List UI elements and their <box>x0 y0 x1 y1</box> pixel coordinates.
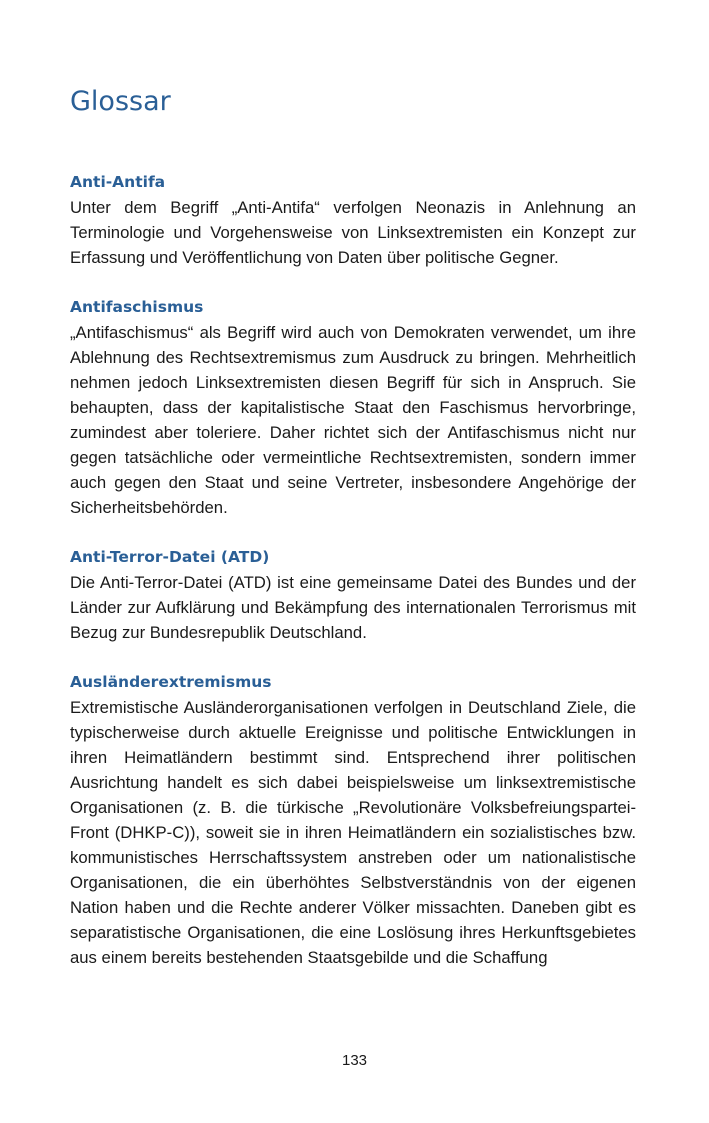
glossary-term: Ausländerextremismus <box>70 673 272 691</box>
glossary-definition: Die Anti-Terror-Datei (ATD) ist eine gemeinsame Datei des Bundes und der Länder zur Aufklärung und Bekämpfung des internationalen Terrorismus mit Bezug zur Bundesrepublik Deutschland. <box>70 573 636 642</box>
glossary-entry-anti-antifa <box>70 170 636 270</box>
glossary-entry-auslaenderextremismus <box>70 670 636 970</box>
page-title: Glossar <box>70 86 171 117</box>
glossary-definition: Unter dem Begriff „Anti-Antifa“ verfolgen Neonazis in Anlehnung an Terminologie und Vorgehensweise von Linksextremisten ein Konzept zur Erfassung und Veröffentlichung von Daten über politische Gegner. <box>70 198 636 267</box>
glossary-definition: Extremistische Ausländerorganisationen verfolgen in Deutschland Ziele, die typischerweise durch aktuelle Ereignisse und politische Entwicklungen in ihren Heimatländern bestimmt sind. Entsprechend ihrer politischen Ausrichtung handelt es sich dabei beispielsweise um linksextremistische Organisationen (z. B. die türkische „Revolutionäre Volksbefreiungspartei-Front (DHKP-C)), soweit sie in ihren Heimatländern ein sozialistisches bzw. kommunistisches Herrschaftssystem anstreben oder um nationalistische Organisationen, die ein überhöhtes Selbstverständnis von der eigenen Nation haben und die Rechte anderer Völker missachten. Daneben gibt es separatistische Organisationen, die eine Loslösung ihres Herkunftsgebietes aus einem bereits bestehenden Staatsgebilde und die Schaffung <box>70 698 636 967</box>
glossary-term: Antifaschismus <box>70 298 204 316</box>
glossary-definition: „Antifaschismus“ als Begriff wird auch von Demokraten verwendet, um ihre Ablehnung des Rechtsextremismus zum Ausdruck zu bringen. Mehrheitlich nehmen jedoch Linksextremisten diesen Begriff für sich in Anspruch. Sie behaupten, dass der kapitalistische Staat den Faschismus hervorbringe, zumindest aber toleriere. Daher richtet sich der Antifaschismus nicht nur gegen tatsächliche oder vermeintliche Rechtsextremisten, sondern immer auch gegen den Staat und seine Vertreter, insbesondere Angehörige der Sicherheitsbehörden. <box>70 323 636 517</box>
glossary-term: Anti-Antifa <box>70 173 166 191</box>
glossary-term: Anti-Terror-Datei (ATD) <box>70 548 270 566</box>
glossary-entries <box>70 170 636 995</box>
glossary-entry-antifaschismus <box>70 295 636 520</box>
page-number: 133 <box>341 1052 368 1069</box>
glossary-entry-anti-terror-datei <box>70 545 636 645</box>
